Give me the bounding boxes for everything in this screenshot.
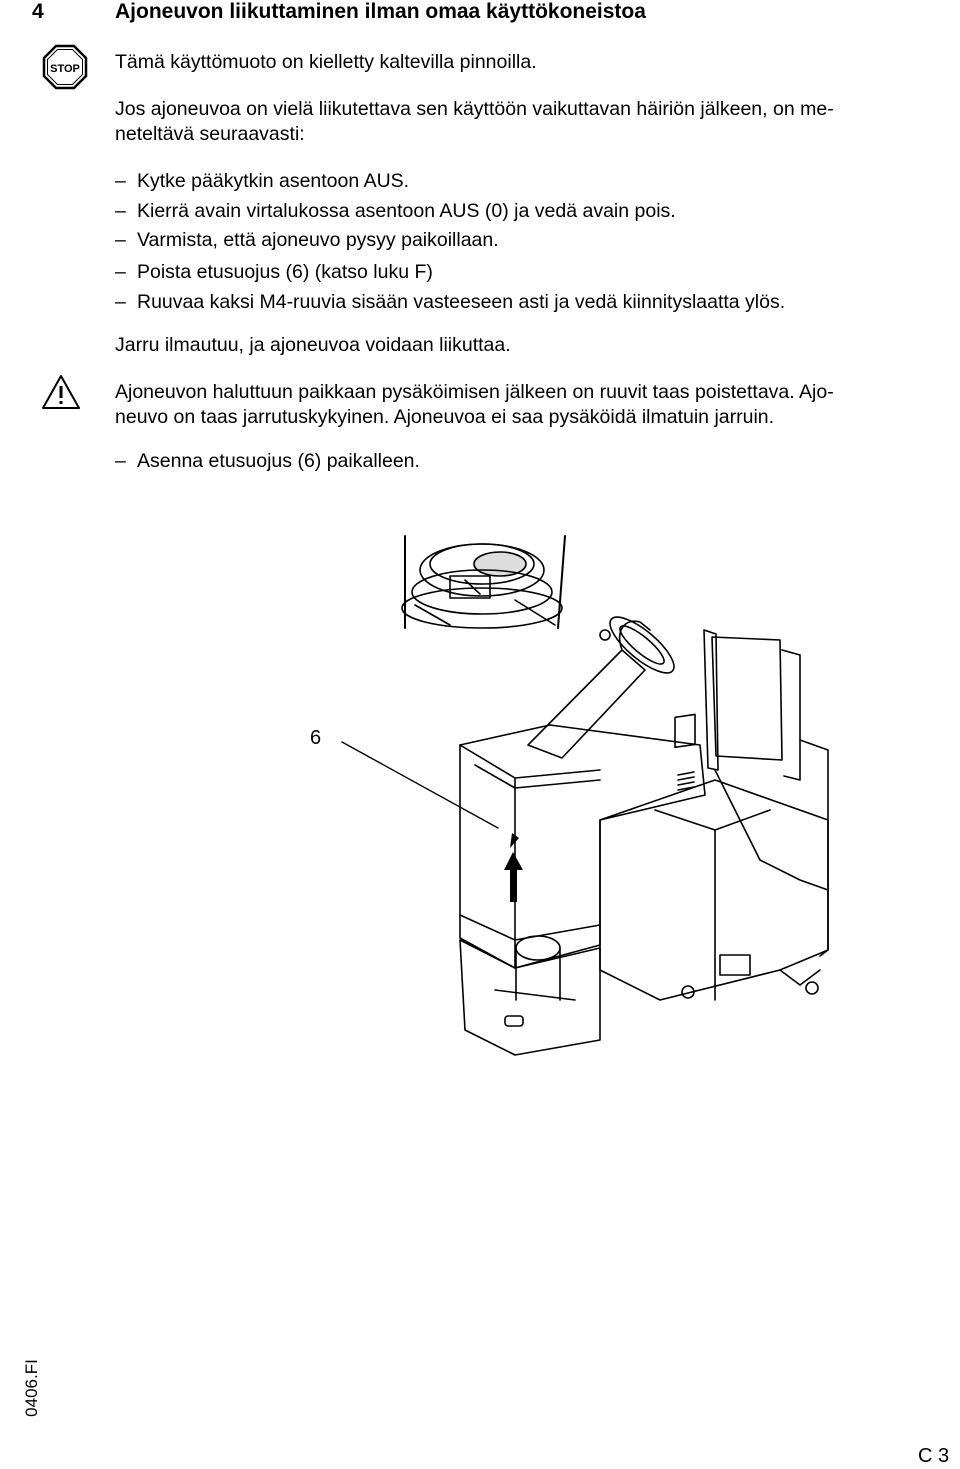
arrows (504, 833, 523, 902)
warning-line-2: neuvo on taas jarrutuskykyinen. Ajoneuvoa ei saa pysäköidä ilmatuin jarruin. (115, 406, 775, 428)
list-dash: – (115, 261, 126, 283)
list-dash: – (115, 450, 126, 472)
section-title: Ajoneuvon liikuttaminen ilman omaa käyttökoneistoa (115, 0, 646, 23)
lower-housing (460, 936, 600, 1055)
step-text: Kierrä avain virtalukossa asentoon AUS (0) ja vedä avain pois. (137, 200, 676, 222)
callout-label: 6 (310, 727, 322, 749)
document-code: 0406.FI (22, 1359, 41, 1417)
list-dash: – (115, 170, 126, 192)
brake-detail-inset (402, 536, 565, 628)
intro-line-2: neteltävä seuraavasti: (115, 123, 305, 145)
stop-sign-text: STOP (50, 63, 80, 75)
list-dash: – (115, 291, 126, 313)
section-number: 4 (32, 0, 44, 23)
stop-note: Tämä käyttömuoto on kielletty kaltevilla pinnoilla. (115, 51, 537, 73)
step-text: Varmista, että ajoneuvo pysyy paikoillaan. (137, 229, 499, 251)
backrest (704, 630, 828, 956)
warning-triangle-icon (41, 374, 81, 410)
chassis (600, 780, 828, 1000)
page-number: C 3 (918, 1445, 950, 1467)
vehicle-illustration (300, 530, 840, 1070)
brake-note: Jarru ilmautuu, ja ajoneuvoa voidaan liikuttaa. (115, 334, 511, 356)
list-dash: – (115, 200, 126, 222)
list-dash: – (115, 229, 126, 251)
front-body (460, 714, 705, 968)
step-text: Kytke pääkytkin asentoon AUS. (137, 170, 410, 192)
step-text: Ruuvaa kaksi M4-ruuvia sisään vasteeseen asti ja vedä kiinnityslaatta ylös. (137, 291, 786, 313)
callout-leader (342, 742, 498, 828)
final-step-text: Asenna etusuojus (6) paikalleen. (137, 450, 420, 472)
stop-sign-icon (42, 44, 88, 90)
step-text: Poista etusuojus (6) (katso luku F) (137, 261, 433, 283)
warning-line-1: Ajoneuvon haluttuun paikkaan pysäköimisen jälkeen on ruuvit taas poistettava. Ajo- (115, 381, 834, 403)
tiller (528, 609, 682, 758)
intro-line-1: Jos ajoneuvoa on vielä liikutettava sen käyttöön vaikuttavan häiriön jälkeen, on me- (115, 98, 834, 120)
